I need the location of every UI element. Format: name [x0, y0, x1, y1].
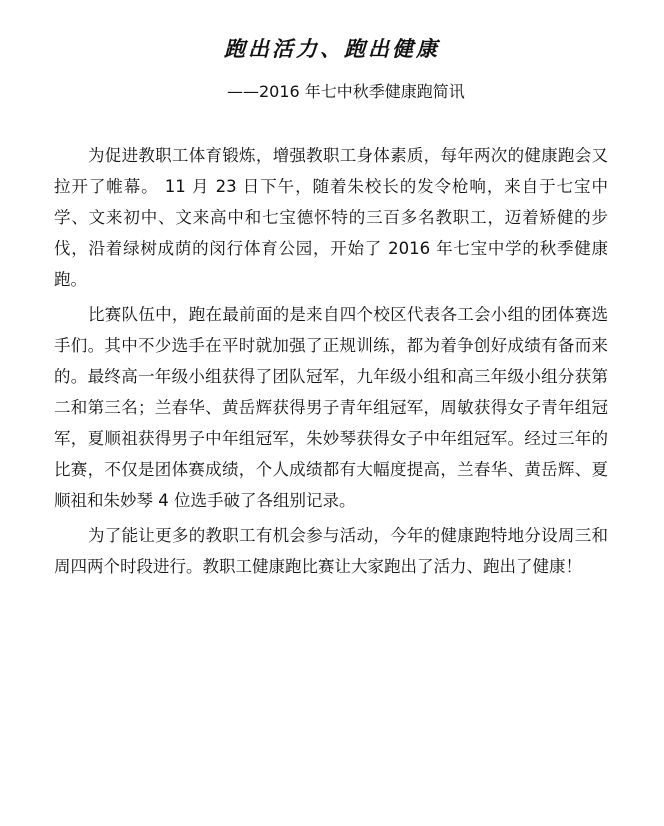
- document-subtitle: ——2016 年七中秋季健康跑简讯: [227, 82, 465, 101]
- paragraph-2: 比赛队伍中，跑在最前面的是来自四个校区代表各工会小组的团体赛选手们。其中不少选手在平时就加强了正规训练，都为着争创好成绩有备而来的。最终高一年级小组获得了团队冠军，九年级小组和高三年级小组分获第二和第三名；兰春华、黄岳辉获得男子青年组冠军，周敏获得女子青年组冠军，夏顺祖获得男子中年组冠军，朱妙琴获得女子中年组冠军。经过三年的比赛，不仅是团体赛成绩，个人成绩都有大幅度提高，兰春华、黄岳辉、夏顺祖和朱妙琴 4 位选手破了各组别记录。: [54, 305, 608, 510]
- document-body: [54, 140, 608, 586]
- document-title: 跑出活力、跑出健康: [224, 36, 440, 61]
- paragraph-1: 为促进教职工体育锻炼，增强教职工身体素质，每年两次的健康跑会又拉开了帷幕。 11 月 23 日下午，随着朱校长的发令枪响，来自于七宝中学、文来初中、文来高中和七宝德怀特的三百多名教职工，迈着矫健的步伐，沿着绿树成荫的闵行体育公园，开始了 2016 年七宝中学的秋季健康跑。: [54, 146, 608, 289]
- paragraph-3: 为了能让更多的教职工有机会参与活动，今年的健康跑特地分设周三和周四两个时段进行。教职工健康跑比赛让大家跑出了活力、跑出了健康！: [54, 526, 608, 576]
